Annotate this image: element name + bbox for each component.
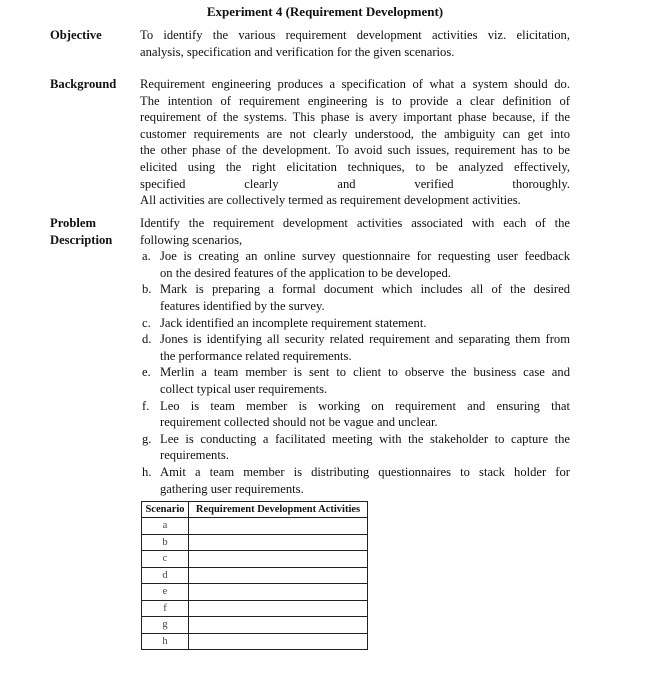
text-line: gathering user requirements. xyxy=(160,481,304,496)
scenario-item xyxy=(140,315,570,332)
text-line: the other phase of the development. To avoid such issues, requirement has to be xyxy=(140,143,570,158)
text-line: Jack identified an incomplete requirement statement. xyxy=(160,315,427,330)
text-line: requirements. xyxy=(160,448,229,463)
table-row xyxy=(142,600,368,617)
text-line: Leo is team member is working on requirement and ensuring that xyxy=(160,398,570,413)
scenario-item xyxy=(140,248,570,281)
scenario-text xyxy=(160,281,570,314)
scenario-letter: h. xyxy=(142,464,152,479)
table-row xyxy=(142,584,368,601)
scenario-text xyxy=(160,464,570,497)
activity-cell[interactable] xyxy=(189,567,368,584)
scenario-item xyxy=(140,464,570,497)
text-line: on the desired features of the application to be developed. xyxy=(160,265,451,280)
scenario-item xyxy=(140,398,570,431)
scenario-letter: a. xyxy=(142,249,151,264)
scenario-cell: a xyxy=(142,518,189,535)
scenario-text xyxy=(160,364,570,397)
scenario-cell: b xyxy=(142,534,189,551)
problem-label-line1: Problem xyxy=(50,216,96,230)
text-line: Merlin a team member is sent to client to observe the business case and xyxy=(160,365,570,380)
objective-text xyxy=(140,27,570,60)
scenario-text xyxy=(160,248,570,281)
scenario-item xyxy=(140,431,570,464)
text-line: Amit a team member is distributing questionnaires to stack holder for xyxy=(160,464,570,479)
text-line: specified clearly and verified thoroughly. xyxy=(140,176,570,191)
scenario-text xyxy=(160,431,570,464)
table-row xyxy=(142,551,368,568)
activity-cell[interactable] xyxy=(189,518,368,535)
text-line: To identify the various requirement development activities viz. elicitation, xyxy=(140,28,570,42)
problem-text xyxy=(140,215,570,497)
table-row xyxy=(142,567,368,584)
scenario-item xyxy=(140,364,570,397)
text-line: Mark is preparing a formal document which includes all of the desired xyxy=(160,282,570,297)
activity-cell[interactable] xyxy=(189,584,368,601)
scenario-list xyxy=(140,248,570,497)
text-line: analysis, specification and verification for the given scenarios. xyxy=(140,44,455,59)
activities-table xyxy=(141,501,368,650)
table-row xyxy=(142,633,368,650)
scenario-cell: d xyxy=(142,567,189,584)
scenario-letter: b. xyxy=(142,282,152,297)
objective-label: Objective xyxy=(50,28,102,42)
background-text xyxy=(140,76,570,209)
scenario-letter: g. xyxy=(142,431,152,446)
text-line: Identify the requirement development activities associated with each of the xyxy=(140,216,570,230)
scenario-cell: f xyxy=(142,600,189,617)
scenario-cell: c xyxy=(142,551,189,568)
activity-cell[interactable] xyxy=(189,534,368,551)
text-line: customer requirements are not clearly understood, the ambiguity can get into xyxy=(140,126,570,141)
scenario-letter: c. xyxy=(142,315,151,330)
scenario-letter: d. xyxy=(142,332,152,347)
scenario-text xyxy=(160,315,570,332)
activity-cell[interactable] xyxy=(189,600,368,617)
scenario-letter: e. xyxy=(142,365,151,380)
text-line: requirement of the systems. This phase is avery important phase because, if the xyxy=(140,110,570,125)
scenario-item xyxy=(140,281,570,314)
problem-label xyxy=(50,215,112,248)
background-label: Background xyxy=(50,77,117,91)
problem-intro xyxy=(140,215,570,248)
table-row xyxy=(142,617,368,634)
header-activities: Requirement Development Activities xyxy=(189,502,368,518)
text-line: features identified by the survey. xyxy=(160,298,325,313)
scenario-cell: e xyxy=(142,584,189,601)
text-line: Lee is conducting a facilitated meeting with the stakeholder to capture the xyxy=(160,431,570,446)
table-row xyxy=(142,534,368,551)
page-title: Experiment 4 (Requirement Development) xyxy=(206,4,444,19)
header-scenario: Scenario xyxy=(142,502,189,518)
scenario-cell: h xyxy=(142,633,189,650)
problem-label-line2: Description xyxy=(50,232,113,247)
scenario-text xyxy=(160,398,570,431)
text-line: requirement collected should not be vague and unclear. xyxy=(160,415,438,430)
scenario-item xyxy=(140,331,570,364)
table-row xyxy=(142,518,368,535)
activity-cell[interactable] xyxy=(189,633,368,650)
activity-cell[interactable] xyxy=(189,551,368,568)
text-line: following scenarios, xyxy=(140,232,243,247)
text-line: All activities are collectively termed as requirement development activities. xyxy=(140,193,521,208)
activity-cell[interactable] xyxy=(189,617,368,634)
text-line: Joe is creating an online survey questionnaire for requesting user feedback xyxy=(160,249,570,264)
scenario-text xyxy=(160,331,570,364)
scenario-letter: f. xyxy=(142,398,150,413)
text-line: the performance related requirements. xyxy=(160,348,352,363)
scenario-cell: g xyxy=(142,617,189,634)
text-line: The intention of requirement engineering is to provide a clear definition of xyxy=(140,93,570,108)
text-line: collect typical user requirements. xyxy=(160,381,328,396)
text-line: Jones is identifying all security related requirement and separating them from xyxy=(160,332,570,347)
text-line: elicited using the right elicitation techniques, to be analyzed effectively, xyxy=(140,159,570,174)
text-line: Requirement engineering produces a specification of what a system should do. xyxy=(140,77,570,91)
